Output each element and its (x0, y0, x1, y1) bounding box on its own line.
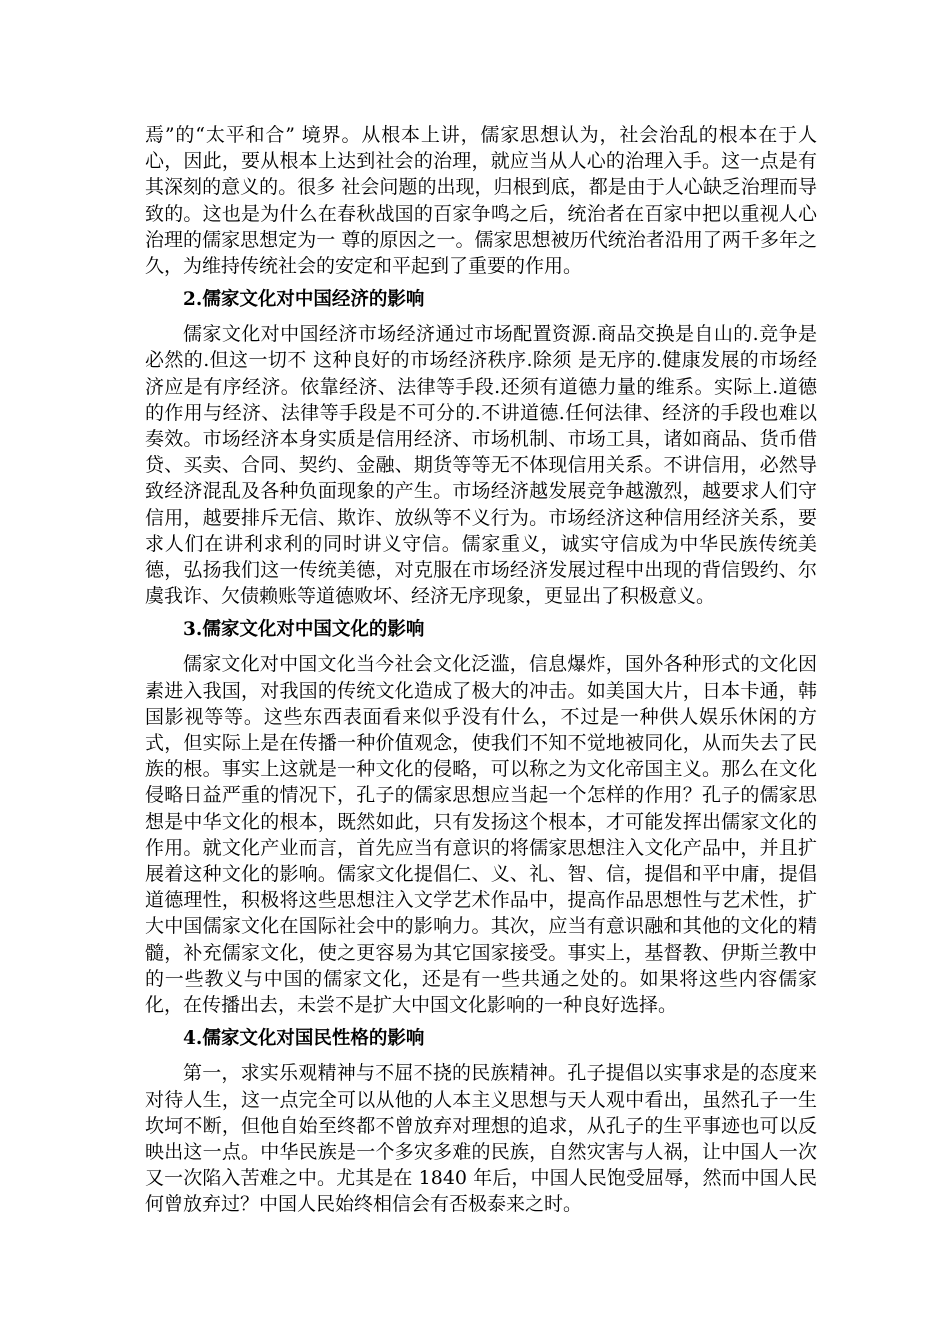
section-heading-economy: 2.儒家文化对中国经济的影响 (183, 289, 425, 311)
paragraph-national-character: 第一，求实乐观精神与不屈不挠的民族精神。孔子提倡以实事求是的态度来对待人生，这一点完全可以从他的人本主义思想与天人观中看出，虽然孔子一生坎坷不断，但他自始至终都不曾放弃对理想的追求，从孔子的生平事迹也可以反映出这一点。中华民族是一个多灾多难的民族，自然灾害与人祸，让中国人一次又一次陷入苦难之中。尤其是在 1840 年后，中国人民饱受屈辱，然而中国人民何曾放弃过？中国人民始终相信会有否极泰来之时。 (145, 1062, 817, 1216)
section-heading-national-character: 4.儒家文化对国民性格的影响 (183, 1028, 425, 1050)
paragraph-culture: 儒家文化对中国文化当今社会文化泛滥，信息爆炸，国外各种形式的文化因素进入我国，对我国的传统文化造成了极大的冲击。如美国大片，日本卡通，韩国影视等等。这些东西表面看来似乎没有什么，不过是一种供人娱乐休闲的方式，但实际上是在传播一种价值观念，使我们不知不觉地被同化，从而失去了民族的根。事实上这就是一种文化的侵略，可以称之为文化帝国主义。那么在文化侵略日益严重的情况下，孔子的儒家思想应当起一个怎样的作用？孔子的儒家思想是中华文化的根本，既然如此，只有发扬这个根本，才可能发挥出儒家文化的作用。就文化产业而言，首先应当有意识的将儒家思想注入文化产品中，并且扩展着这种文化的影响。儒家文化提倡仁、义、礼、智、信，提倡和平中庸，提倡道德理性，积极将这些思想注入文学艺术作品中，提高作品思想性与艺术性，扩大中国儒家文化在国际社会中的影响力。其次，应当有意识融和其他的文化的精髓，补充儒家文化，使之更容易为其它国家接受。事实上，基督教、伊斯兰教中的一些教义与中国的儒家文化，还是有一些共通之处的。如果将这些内容儒家化，在传播出去，未尝不是扩大中国文化影响的一种良好选择。 (145, 653, 817, 1017)
paragraph-economy: 儒家文化对中国经济市场经济通过市场配置资源.商品交换是自山的.竞争是必然的.但这一切不 这种良好的市场经济秩序.除须 是无序的.健康发展的市场经济应是有序经济。依靠经济、法律等手段.还须有道德力量的维系。实际上.道德的作用与经济、法律等手段是不可分的.不讲道德.任何法律、经济的手段也难以奏效。市场经济本身实质是信用经济、市场机制、市场工具，诸如商品、货币借贷、买卖、合同、契约、金融、期货等等无不体现信用关系。不讲信用，必然导致经济混乱及各种负面现象的产生。市场经济越发展竞争越激烈，越要求人们守信用，越要排斥无信、欺诈、放纵等不义行为。市场经济这种信用经济关系，要求人们在讲利求利的同时讲义守信。儒家重义，诚实守信成为中华民族传统美德，弘扬我们这一传统美德，对克服在市场经济发展过程中出现的背信毁约、尔虞我诈、欠债赖账等道德败坏、经济无序现象，更显出了积极意义。 (145, 323, 817, 608)
document-body (145, 122, 817, 1218)
paragraph-intro-continued: 焉”的“太平和合” 境界。从根本上讲，儒家思想认为，社会治乱的根本在于人心，因此，要从根本上达到社会的治理，就应当从人心的治理入手。这一点是有其深刻的意义的。很多 社会问题的出现，归根到底，都是由于人心缺乏治理而导致的。这也是为什么在春秋战国的百家争鸣之后，统治者在百家中把以重视人心治理的儒家思想定为一 尊的原因之一。儒家思想被历代统治者沿用了两千多年之久，为维持传统社会的安定和平起到了重要的作用。 (145, 124, 817, 278)
section-heading-culture: 3.儒家文化对中国文化的影响 (183, 619, 425, 641)
